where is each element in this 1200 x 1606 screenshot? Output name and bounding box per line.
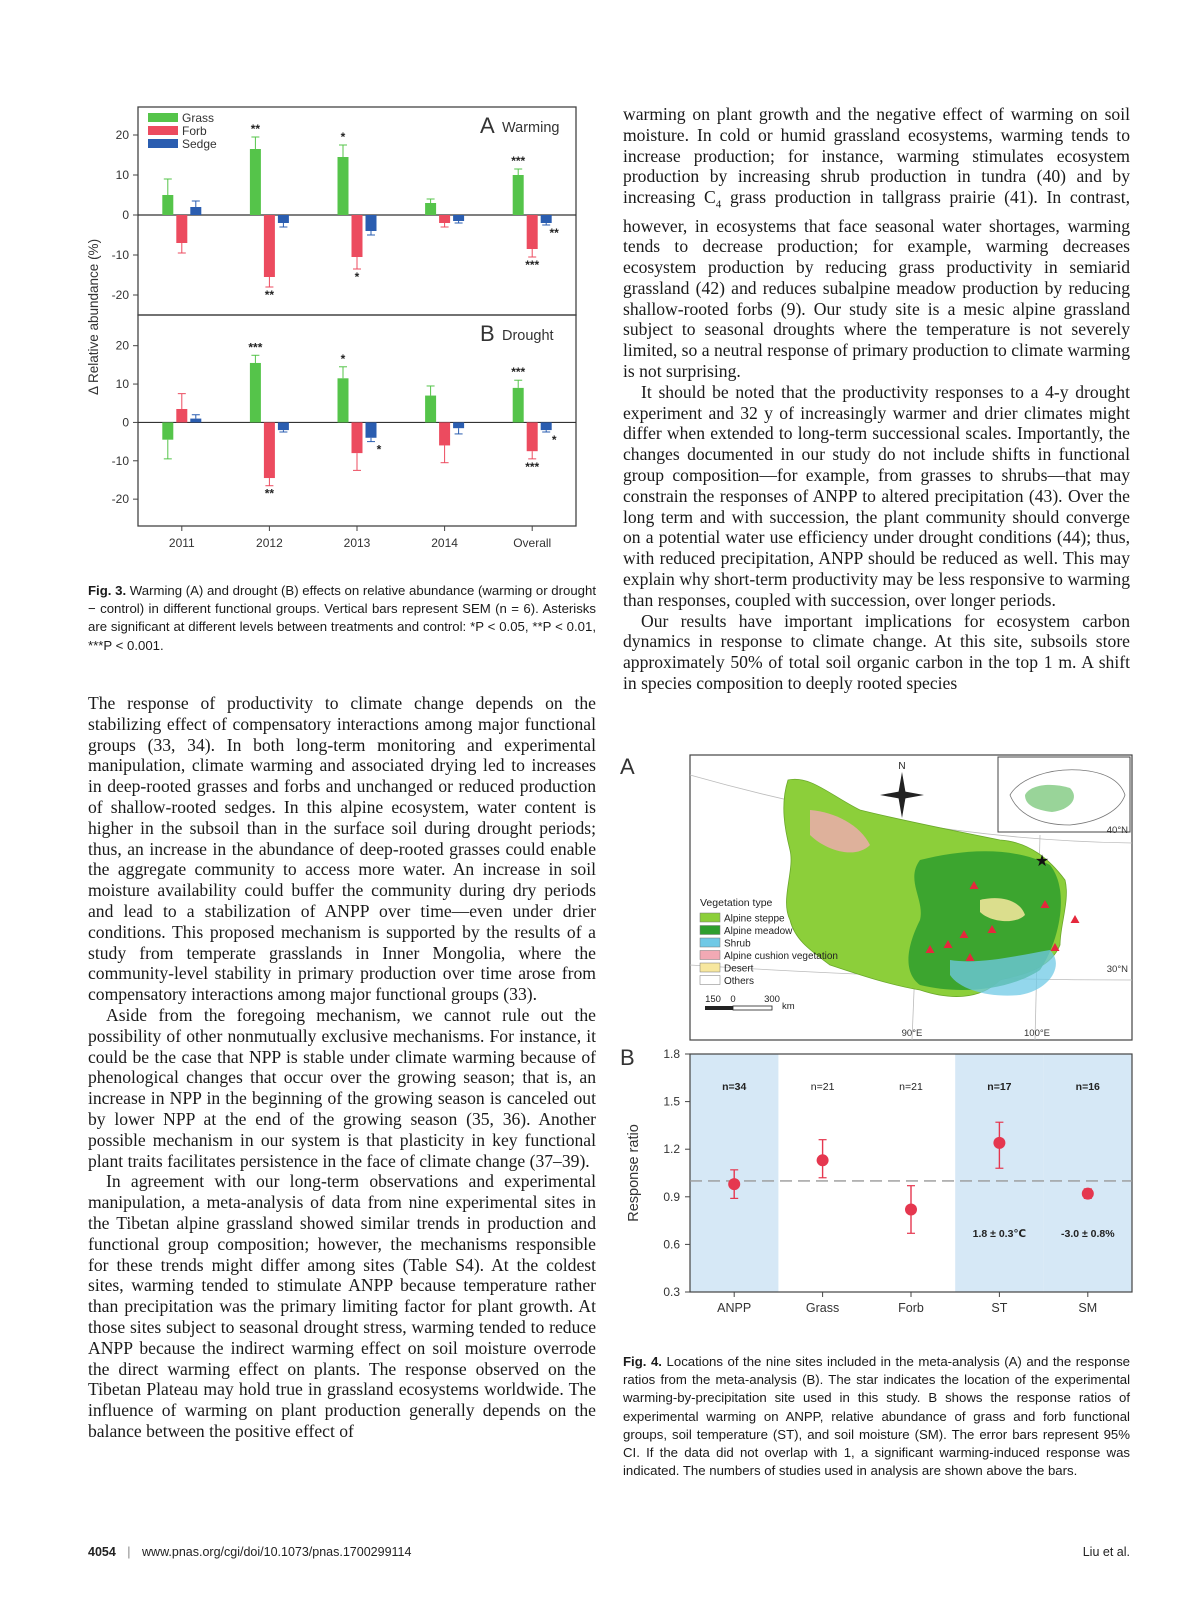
scale-label: 300 (764, 994, 780, 1005)
latitude-label: 40°N (1106, 825, 1128, 836)
footer (88, 1545, 1130, 1563)
figure-3-caption-text: Warming (A) and drought (B) effects on relative abundance (warming or drought − control) in different functional groups. Vertical bars represent SEM (n = 6). Asterisks are significant at different levels between treatments and control: *P < 0.05, **P < 0.01, ***P < 0.001. (88, 583, 596, 653)
response-y-axis-label: Response ratio (626, 1124, 642, 1222)
scale-bar-segment (705, 1006, 733, 1010)
figure-4-caption-text: Locations of the nine sites included in the meta-analysis (A) and the response ratios from the meta-analysis (B). The star indicates the location of the experimental warming-by-precipitation site used in this study. B shows the response ratios of experimental warming on ANPP, relative abundance of grass and forb functional groups, soil temperature (ST), and soil moisture (SM). The error bars represent 95% CI. If the data did not overlap with 1, a significant warming-induced response was indicated. The numbers of studies used in analysis are shown above the bars. (623, 1354, 1131, 1479)
drought-bar-sedge (541, 422, 552, 430)
response-ytick-label: 1.2 (663, 1142, 680, 1157)
drought-bar-grass (338, 378, 349, 422)
longitude-label: 90°E (901, 1028, 923, 1039)
footer-authors: Liu et al. (1082, 1545, 1130, 1559)
drought-bar-grass (513, 388, 524, 423)
left-column-text (88, 693, 596, 1442)
vegetation-legend-title: Vegetation type (700, 897, 773, 909)
right-paragraph-3: Our results have important implications for ecosystem carbon dynamics in response to climate change. At this site, subsoils store approximately 50% of total soil organic carbon in the top 1 m. A shift in species composition to deeply rooted species (623, 610, 1130, 694)
warming-significance-mark: *** (525, 258, 540, 272)
left-paragraph-1: The response of productivity to climate change depends on the stabilizing effect of compensatory interactions among major functional groups (33, 34). In both long-term monitoring and experimental manipulation, climate warming and associated drying led to increases in deep-rooted grasses and forbs and unchanged or reduced production of shallow-rooted sedges. In this alpine ecosystem, water content is higher in the subsoil than in the surface soil during drought periods; thus, an increase in the abundance of deep-rooted grasses could enable the aggregate community to access more water. An increase in soil moisture availability could buffer the community during dry periods and lead to a stabilization of ANPP over time—even under drier conditions. This proposed mechanism is supported by the results of a study from temperate grasslands in Inner Mongolia, where the community-level stability in primary production over time arose from compensatory interactions among major functional groups (33). (88, 693, 596, 1005)
vegetation-legend-swatch (700, 913, 720, 922)
response-xtick-label: ANPP (717, 1301, 752, 1315)
drought-significance-mark: *** (248, 340, 263, 355)
scale-label: 150 (705, 994, 721, 1005)
warming-panel-letter: A (480, 113, 495, 138)
drought-significance-mark: *** (525, 459, 540, 474)
warming-ytick-label: 0 (122, 208, 129, 222)
warming-panel-title: Warming (502, 120, 560, 136)
warming-bar-forb (439, 215, 450, 223)
warming-bar-sedge (278, 215, 289, 223)
warming-bar-grass (338, 157, 349, 215)
warming-bar-grass (162, 195, 173, 215)
response-point (817, 1154, 829, 1166)
right-paragraph-2: It should be noted that the productivity responses to a 4-y drought experiment and 32 y of increasingly warmer and drier climates might differ when extended to long-term successional scales. Importantly, the changes documented in our study do not include shifts in functional group composition—for example, from grasses to shrubs—that may constrain the responses of ANPP to altered precipitation (43). Over the long term and with succession, the plant community should converge on a potential water use efficiency under drought conditions (44); thus, with reduced precipitation, ANPP should be reduced as well. This may explain why short-term productivity may be less responsive to warming than responses, coupled with succession, over longer periods. (623, 381, 1130, 610)
xtick-label: Overall (513, 536, 552, 550)
left-paragraph-2: Aside from the foregoing mechanism, we cannot rule out the possibility of other nonmutually exclusive mechanisms. For instance, it could be the case that NPP is stable under climate warming because of phenological changes that occur over the growing season; that is, an increase in NPP in the beginning of the growing season is canceled out by lower NPP at the end of the growing season (35, 36). Another possible mechanism in our system is that plasticity in key functional plant traits facilitates persistence in the face of climate change (37–39). (88, 1004, 596, 1171)
drought-ytick-label: -20 (111, 492, 129, 507)
warming-bar-grass (250, 149, 261, 215)
drought-panel-frame (138, 315, 576, 526)
xtick-label: 2012 (256, 536, 283, 550)
compass-north-label: N (898, 761, 906, 772)
response-panel-letter: B (620, 1045, 635, 1070)
legend-swatch-grass (148, 113, 178, 122)
drought-ytick-label: -10 (111, 453, 129, 468)
right-paragraph-1-part-a: warming on plant growth and the negative effect of warming on soil moisture. In cold or humid grassland ecosystems, warming tends to increase production; for instance, warming stimulates ecosystem production by increasing shrub production in tundra (40) and by increasing C (623, 104, 1130, 208)
warming-significance-mark: * (340, 130, 346, 144)
vegetation-legend-swatch (700, 938, 720, 947)
response-point (1082, 1188, 1094, 1200)
drought-bar-forb (176, 409, 187, 422)
xtick-label: 2014 (431, 536, 458, 550)
warming-ytick-label: 10 (115, 168, 129, 182)
warming-bar-sedge (190, 207, 201, 215)
drought-significance-mark: ** (264, 486, 275, 501)
study-site-star: ★ (1034, 853, 1050, 870)
legend-label-sedge: Sedge (182, 137, 217, 151)
vegetation-legend-label: Desert (724, 963, 754, 975)
vegetation-legend-label: Alpine meadow (724, 926, 793, 937)
legend-swatch-sedge (148, 139, 178, 148)
vegetation-legend-label: Shrub (724, 938, 751, 950)
latitude-label: 30°N (1106, 964, 1128, 975)
figure-4-caption-label: Fig. 4. (623, 1354, 662, 1369)
warming-significance-mark: *** (511, 154, 526, 168)
warming-bar-grass (425, 203, 436, 215)
scale-bar-segment (733, 1006, 772, 1010)
vegetation-legend-label: Alpine cushion vegetation (724, 951, 838, 962)
legend-swatch-forb (148, 126, 178, 135)
figure-3-chart (80, 102, 600, 572)
warming-bar-sedge (541, 215, 552, 223)
drought-bar-sedge (278, 422, 289, 430)
legend-label-forb: Forb (182, 124, 207, 138)
scale-label: 0 (730, 994, 736, 1005)
response-point (905, 1203, 917, 1215)
figure-3-caption (88, 582, 596, 655)
figure-4-chart (620, 750, 1135, 1350)
map-panel-letter: A (620, 754, 635, 779)
warming-bar-forb (176, 215, 187, 243)
drought-bar-grass (162, 422, 173, 439)
warming-ytick-label: -10 (111, 248, 129, 262)
response-ytick-label: 0.9 (663, 1189, 680, 1204)
response-ytick-label: 0.3 (663, 1285, 680, 1299)
response-xtick-label: Forb (898, 1301, 924, 1315)
warming-significance-mark: ** (549, 226, 559, 240)
vegetation-legend-swatch (700, 951, 720, 960)
warming-bar-forb (527, 215, 538, 249)
vegetation-legend-label: Alpine steppe (724, 913, 785, 925)
response-ytick-label: 1.8 (663, 1047, 680, 1061)
drought-ytick-label: 10 (115, 377, 129, 392)
xtick-label: 2011 (168, 536, 195, 550)
response-point (728, 1178, 740, 1190)
sample-size-label: n=21 (810, 1081, 835, 1093)
y-axis-label: Δ Relative abundance (%) (86, 238, 101, 396)
drought-significance-mark: * (376, 442, 382, 457)
drought-bar-forb (439, 422, 450, 445)
drought-panel-letter: B (480, 321, 495, 346)
response-ytick-label: 1.5 (663, 1094, 680, 1109)
drought-significance-mark: *** (511, 365, 526, 380)
drought-significance-mark: * (551, 433, 557, 448)
warming-bar-sedge (366, 215, 377, 231)
sample-size-label: n=16 (1075, 1081, 1100, 1093)
warming-ytick-label: 20 (115, 128, 129, 142)
drought-bar-grass (250, 363, 261, 422)
drought-bar-sedge (366, 422, 377, 437)
sample-size-label: n=17 (987, 1081, 1012, 1093)
drought-bar-sedge (453, 422, 464, 428)
vegetation-legend-swatch (700, 926, 720, 935)
legend-label-grass: Grass (182, 111, 215, 125)
response-annotation: -3.0 ± 0.8% (1060, 1228, 1115, 1240)
response-ytick-label: 0.6 (663, 1237, 680, 1252)
drought-bar-sedge (190, 419, 201, 423)
drought-significance-mark: * (340, 351, 346, 366)
drought-panel-title: Drought (502, 328, 554, 344)
sample-size-label: n=21 (899, 1081, 923, 1093)
right-paragraph-1 (623, 104, 1130, 382)
warming-bar-sedge (453, 215, 464, 221)
drought-bar-forb (352, 422, 363, 453)
figure-3-caption-label: Fig. 3. (88, 583, 127, 598)
vegetation-legend-swatch (700, 976, 720, 985)
left-paragraph-3: In agreement with our long-term observations and experimental manipulation, a meta-analysis of data from nine experimental sites in the Tibetan alpine grassland showed similar trends in production and functional group composition; however, the mechanisms responsible for these trends might differ among sites (Table S4). At the coldest sites, warming tended to stimulate ANPP because temperature rather than precipitation was the primary limiting factor for plant growth. At those sites subject to seasonal drought stress, warming tended to reduce ANPP because the indirect warming effect on soil moisture overrode the direct warming effect on plants. The response observed on the Tibetan Plateau may hold true in grassland ecosystems worldwide. The influence of warming on plant production generally depends on the balance between the positive effect of (88, 1171, 596, 1441)
footer-divider: | (127, 1545, 131, 1559)
right-column-text (623, 104, 1130, 694)
figure-4-caption (623, 1353, 1130, 1480)
doi-link[interactable]: www.pnas.org/cgi/doi/10.1073/pnas.1700299114 (142, 1545, 412, 1559)
scale-unit: km (782, 1001, 795, 1012)
warming-bar-forb (264, 215, 275, 277)
warming-significance-mark: * (354, 270, 360, 284)
response-annotation: 1.8 ± 0.3℃ (972, 1228, 1027, 1240)
warming-bar-grass (513, 175, 524, 215)
drought-ytick-label: 20 (115, 338, 129, 353)
warming-ytick-label: -20 (111, 288, 129, 302)
warming-significance-mark: ** (264, 288, 275, 302)
warming-significance-mark: ** (250, 122, 261, 136)
page-number: 4054 (88, 1545, 116, 1559)
right-paragraph-1-subscript: 4 (715, 198, 722, 211)
response-point (993, 1137, 1005, 1149)
vegetation-legend-swatch (700, 963, 720, 972)
drought-bar-grass (425, 396, 436, 423)
vegetation-legend-label: Others (724, 976, 755, 987)
response-xtick-label: ST (991, 1301, 1008, 1315)
sample-size-label: n=34 (722, 1081, 747, 1093)
response-xtick-label: SM (1078, 1301, 1098, 1315)
longitude-label: 100°E (1024, 1028, 1050, 1039)
xtick-label: 2013 (343, 536, 371, 550)
drought-bar-forb (527, 422, 538, 451)
response-xtick-label: Grass (805, 1301, 840, 1315)
warming-bar-forb (352, 215, 363, 257)
drought-bar-forb (264, 422, 275, 478)
right-paragraph-1-part-b: grass production in tallgrass prairie (41). In contrast, however, in ecosystems that face seasonal water shortages, warming tends to decrease production; for example, warming decreases ecosystem production by reducing grass productivity in semiarid grassland (42) and reduces subalpine meadow production by reducing shallow-rooted forbs (9). Our study site is a mesic alpine grassland subject to seasonal droughts where the temperature is not severely limited, so a neutral response of primary production to climate warming is not surprising. (623, 187, 1130, 382)
drought-ytick-label: 0 (122, 415, 129, 430)
